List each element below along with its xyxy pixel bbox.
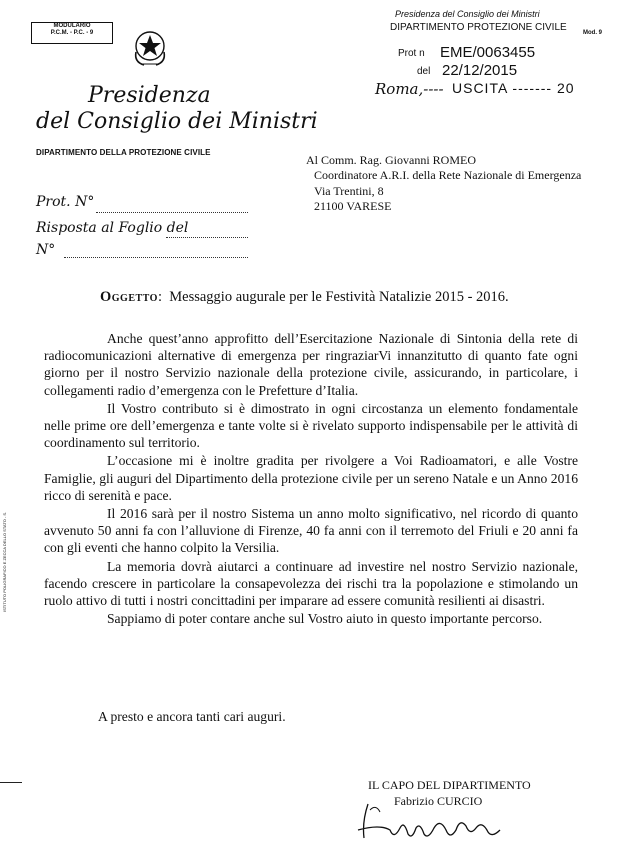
risposta-field-line — [166, 237, 248, 238]
body-paragraph-6: Sappiamo di poter contare anche sul Vostro aiuto in questo importante percorso. — [107, 611, 543, 627]
recipient-line3: Via Trentini, 8 — [314, 183, 384, 198]
modulario-line1: MODULARIO — [53, 23, 91, 29]
recipient-line2: Coordinatore A.R.I. della Rete Nazionale di Emergenza — [314, 168, 582, 183]
presidenza-heading: Presidenza — [88, 83, 211, 108]
modulario-line2: P.C.M. - P.C. - 9 — [50, 30, 94, 36]
printer-side-text: ISTITUTO POLIGRAFICO E ZECCA DELLO STATO - S. — [2, 511, 7, 612]
recipient-address — [306, 153, 581, 215]
prot-field-line — [96, 212, 248, 213]
body-paragraph-1: Anche quest’anno approfitto dell’Esercitazione Nazionale di Sintonia della rete di radiocomunicazioni alternative di emergenza per ringraziarVi innanzitutto di quanto fate ogni giorno per il nostro Servizio nazionale della protezione civile, assicurando, in particolare, i collegamenti radio d’emergenza con le Prefetture d’Italia. — [44, 331, 578, 398]
signature-title: IL CAPO DEL DIPARTIMENTO — [368, 778, 531, 792]
stamp-uscita: USCITA ------- 20 — [452, 80, 575, 96]
subject-line: Oggetto: Messaggio augurale per le Festività Natalizie 2015 - 2016. — [100, 289, 509, 305]
department-heading: DIPARTIMENTO DELLA PROTEZIONE CIVILE — [36, 148, 211, 157]
italian-republic-emblem-icon — [130, 28, 170, 68]
stamp-roma: Roma,---- — [375, 80, 444, 98]
body-paragraph-3: L’occasione mi è inoltre gradita per rivolgere a Voi Radioamatori, e alle Vostre Famiglie, gli auguri del Dipartimento della protezione civile per un sereno Natale e un Anno 2016 ricco di serenità e pace. — [44, 453, 578, 503]
risposta-label: Risposta al Foglio del — [36, 220, 189, 236]
body-paragraph-4: Il 2016 sarà per il nostro Sistema un anno molto significativo, nel ricordo di quanto avvenuto 50 anni fa con l’alluvione di Firenze, 40 fa anni con il terremoto del Friuli e 20 anni fa con gli eventi che hanno colpito la Versilia. — [44, 506, 578, 556]
signature-name: Fabrizio CURCIO — [394, 794, 483, 808]
margin-fold-mark — [0, 782, 22, 783]
body-paragraph-5: La memoria dovrà aiutarci a continuare ad investire nel nostro Servizio nazionale, facendo crescere in particolare la consapevolezza dei rischi tra la popolazione e stimolando un ruolo attivo di tutti i nostri concittadini per imparare ad essere comunità resilienti ai disastri. — [44, 558, 578, 609]
letter-body — [44, 330, 578, 627]
modulario-box — [31, 22, 113, 44]
prot-label: Prot. N° — [36, 194, 95, 210]
subject-label: Oggetto — [100, 289, 158, 305]
consiglio-heading: del Consiglio dei Ministri — [36, 109, 318, 134]
recipient-line4: 21100 VARESE — [314, 199, 392, 214]
n-label: N° — [36, 242, 56, 258]
stamp-mod: Mod. 9 — [583, 30, 602, 36]
subject-text: Messaggio augurale per le Festività Natalizie 2015 - 2016. — [169, 289, 509, 305]
stamp-prot-label: Prot n — [398, 48, 425, 59]
stamp-del-label: del — [417, 66, 431, 77]
stamp-date: 22/12/2015 — [442, 62, 518, 79]
stamp-line2: DIPARTIMENTO PROTEZIONE CIVILE — [390, 22, 567, 33]
n-field-line — [64, 257, 248, 258]
handwritten-signature — [350, 800, 510, 844]
body-paragraph-2: Il Vostro contributo si è dimostrato in ogni circostanza un elemento fondamentale nelle prime ore dell’emergenza e tante volte si è rivelato supporto indispensabile per le attività di coordinamento sul territorio. — [44, 400, 578, 451]
closing-line: A presto e ancora tanti cari auguri. — [98, 709, 286, 724]
stamp-prot-number: EME/0063455 — [440, 44, 536, 61]
stamp-line1: Presidenza del Consiglio dei Ministri — [395, 9, 540, 19]
recipient-line1: Al Comm. Rag. Giovanni ROMEO — [306, 153, 476, 167]
